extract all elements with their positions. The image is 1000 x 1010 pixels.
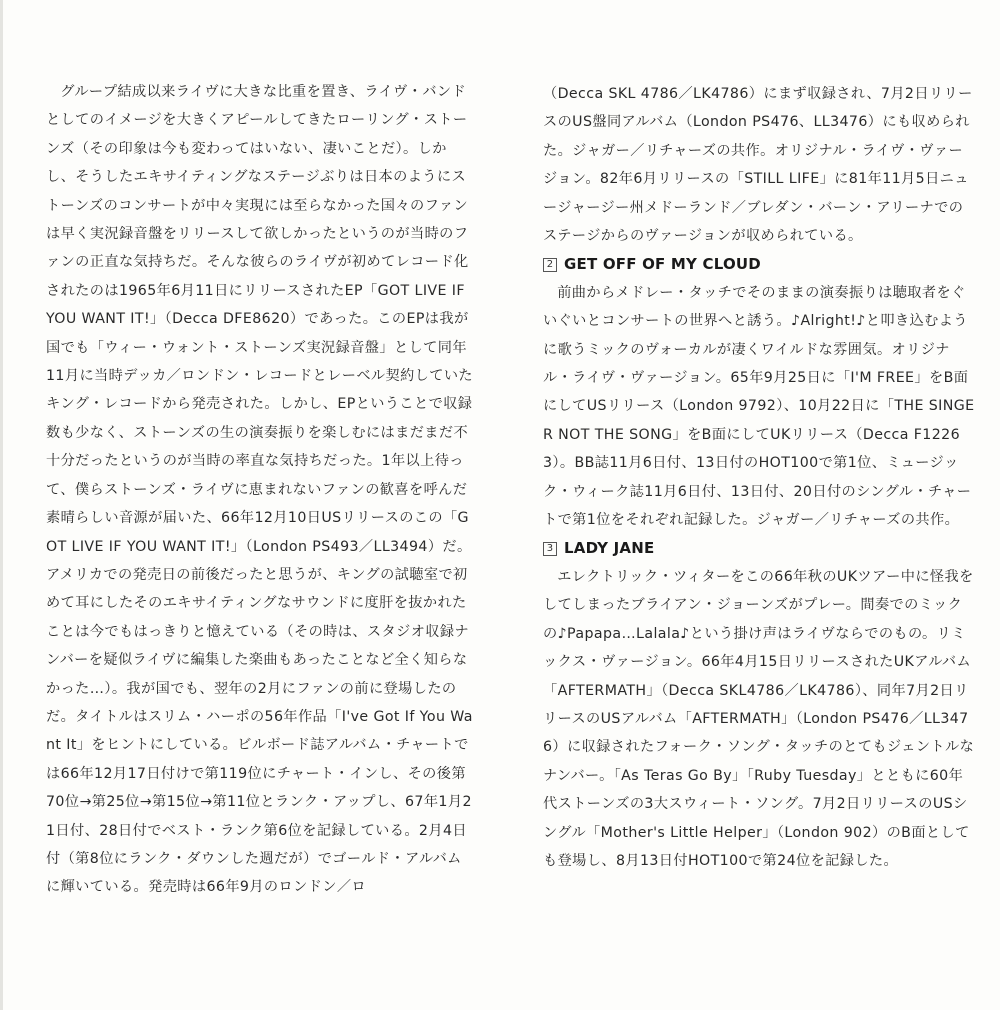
right-text-column: [543, 80, 976, 875]
track-3-description: エレクトリック・ツィターをこの66年秋のUKツアー中に怪我をしてしまったブライアン・ジョーンズがプレー。間奏でのミックの♪Papapa…Lalala♪という掛け声はライヴならでのもの。リミックス・ヴァージョン。66年4月15日リリースされたUKアルバム「AFTERMATH」（Decca SKL4786／LK4786）、同年7月2日リリースのUSアルバム「AFTERMATH」（London PS476／LL3476）に収録されたフォーク・ソング・タッチのとてもジェントルなナンバー。「As Teras Go By」「Ruby Tuesday」とともに60年代ストーンズの3大スウィート・ソング。7月2日リリースのUSシングル「Mother's Little Helper」（London 902）のB面としても登場し、8月13日付HOT100で第24位を記録した。: [543, 568, 975, 869]
left-text-column: [46, 78, 474, 902]
track-3-heading: [543, 534, 976, 562]
track-3-number-box: 3: [543, 542, 557, 556]
track-2-title: GET OFF OF MY CLOUD: [564, 255, 761, 274]
page-edge-shadow: [0, 0, 3, 1010]
track-2-number-box: 2: [543, 258, 557, 272]
track-2-heading: [543, 250, 976, 278]
track-1-continuation-paragraph: （Decca SKL 4786／LK4786）にまず収録され、7月2日リリースのUS盤同アルバム（London PS476、LL3476）にも収められた。ジャガー／リチャーズの共作。オリジナル・ライヴ・ヴァージョン。82年6月リリースの「STILL LIFE」に81年11月5日ニュージャージー州メドーランド／ブレダン・バーン・アリーナでのステージからのヴァージョンが収められている。: [543, 86, 973, 245]
live-album-history-paragraph: グループ結成以来ライヴに大きな比重を置き、ライヴ・バンドとしてのイメージを大きくアピールしてきたローリング・ストーンズ（その印象は今も変わってはいない、凄いことだ）。しかし、そうしたエキサイティングなステージぶりは日本のようにストーンズのコンサートが中々実現には至らなかった国々のファンは早く実況録音盤をリリースして欲しかったというのが当時のファンの正直な気持ちだ。そんな彼らのライヴが初めてレコード化されたのは1965年6月11日にリリースされたEP「GOT LIVE IF YOU WANT IT!」（Decca DFE8620）であった。このEPは我が国でも「ウィー・ウォント・ストーンズ実況録音盤」として同年11月に当時デッカ／ロンドン・レコードとレーベル契約していたキング・レコードから発売された。しかし、EPということで収録数も少なく、ストーンズの生の演奏振りを楽しむにはまだまだ不十分だったというのが当時の率直な気持ちだった。1年以上待って、僕らストーンズ・ライヴに恵まれないファンの歓喜を呼んだ素晴らしい音源が届いた、66年12月10日USリリースのこの「GOT LIVE IF YOU WANT IT!」（London PS493／LL3494）だ。アメリカでの発売日の前後だったと思うが、キングの試聴室で初めて耳にしたそのエキサイティングなサウンドに度肝を抜かれたことは今でもはっきりと憶えている（その時は、スタジオ収録ナンバーを疑似ライヴに編集した楽曲もあったことなど全く知らなかった…）。我が国でも、翌年の2月にファンの前に登場したのだ。タイトルはスリム・ハーポの56年作品「I've Got If You Want It」をヒントにしている。ビルボード誌アルバム・チャートでは66年12月17日付けで第119位にチャート・インし、その後第70位→第25位→第15位→第11位とランク・アップし、67年1月21日付、28日付でベスト・ランク第6位を記録している。2月4日付（第8位にランク・ダウンした週だが）でゴールド・アルバムに輝いている。発売時は66年9月のロンドン／ロ: [46, 84, 474, 896]
track-3-title: LADY JANE: [564, 539, 655, 558]
track-2-description: 前曲からメドレー・タッチでそのままの演奏振りは聴取者をぐいぐいとコンサートの世界へと誘う。♪Alright!♪と叩き込むように歌うミックのヴォーカルが凄くワイルドな雰囲気。オリジナル・ライヴ・ヴァージョン。65年9月25日に「I'M FREE」をB面にしてUSリリース（London 9792）、10月22日に「THE SINGER NOT THE SONG」をB面にしてUKリリース（Decca F12263）。BB誌11月6日付、13日付のHOT100で第1位、ミュージック・ウィーク誌11月6日付、13日付、20日付のシングル・チャートで第1位をそれぞれ記録した。ジャガー／リチャーズの共作。: [543, 284, 975, 529]
